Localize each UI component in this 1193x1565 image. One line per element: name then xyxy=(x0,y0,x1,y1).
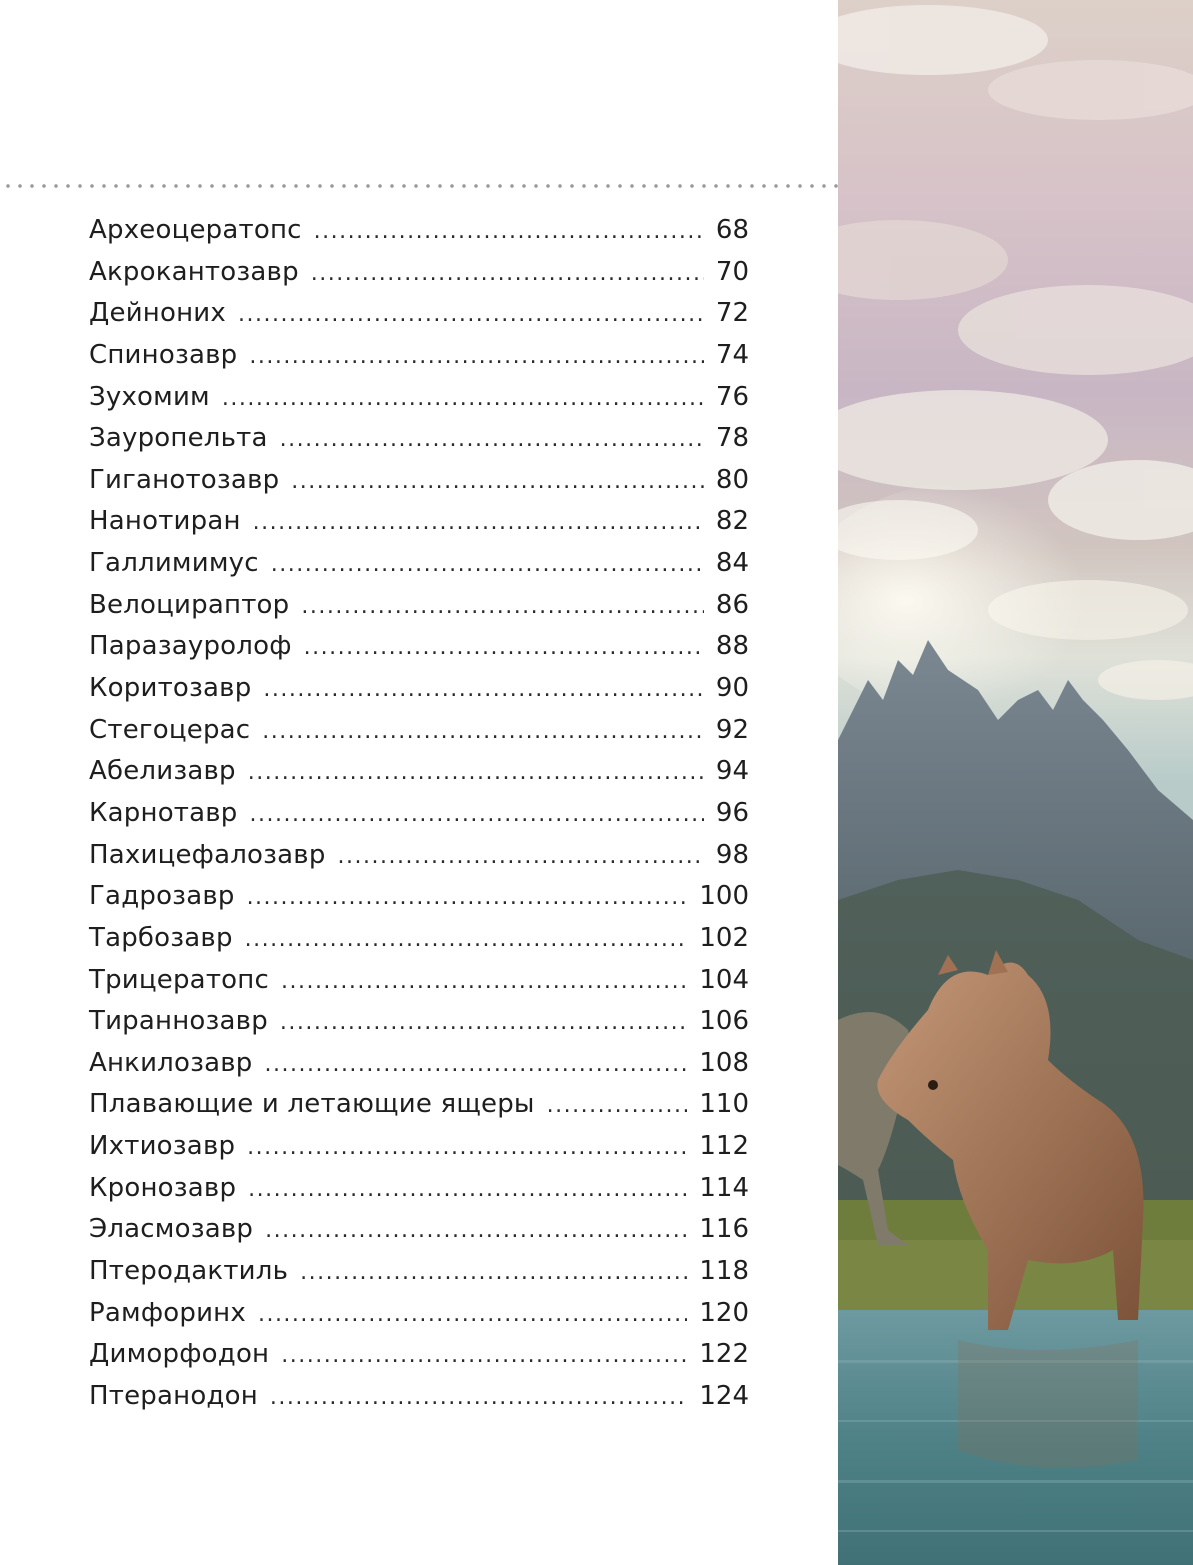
toc-entry-title: Ихтиозавр xyxy=(89,1131,236,1162)
toc-entry[interactable] xyxy=(89,1209,749,1251)
toc-dot-leader xyxy=(281,1335,687,1377)
toc-entry-title: Зауропельта xyxy=(89,423,268,454)
toc-dot-leader xyxy=(263,669,704,711)
dotted-divider xyxy=(2,183,838,189)
toc-entry-title: Рамфоринх xyxy=(89,1297,246,1328)
toc-entry-title: Велоцираптор xyxy=(89,589,290,620)
toc-dot-leader xyxy=(547,1085,688,1127)
toc-entry-page-number: 118 xyxy=(699,1256,749,1287)
toc-dot-leader xyxy=(222,378,704,420)
toc-entry-title: Плавающие и летающие ящеры xyxy=(89,1089,535,1120)
toc-entry[interactable] xyxy=(89,1334,749,1376)
toc-dot-leader xyxy=(280,419,704,461)
toc-entry[interactable] xyxy=(89,377,749,419)
toc-dot-leader xyxy=(258,1294,687,1336)
toc-dot-leader xyxy=(300,1252,687,1294)
toc-entry-page-number: 120 xyxy=(699,1297,749,1328)
toc-entry-page-number: 68 xyxy=(715,215,749,245)
toc-entry[interactable] xyxy=(89,543,749,585)
toc-entry[interactable] xyxy=(89,1293,749,1335)
toc-entry[interactable] xyxy=(89,960,749,1002)
toc-entry-title: Кронозавр xyxy=(89,1172,237,1203)
toc-entry-page-number: 70 xyxy=(715,256,749,287)
toc-dot-leader xyxy=(314,211,704,253)
toc-entry-title: Стегоцерас xyxy=(89,714,251,745)
toc-entry-title: Абелизавр xyxy=(89,756,236,787)
dinosaur-landscape-illustration xyxy=(838,0,1193,1565)
toc-dot-leader xyxy=(253,502,704,544)
toc-entry-title: Пахицефалозавр xyxy=(89,839,326,870)
toc-entry-title: Гиганотозавр xyxy=(89,464,280,495)
toc-dot-leader xyxy=(247,877,688,919)
toc-entry-page-number: 78 xyxy=(715,423,749,454)
toc-entry-page-number: 108 xyxy=(699,1047,749,1078)
toc-entry[interactable] xyxy=(89,918,749,960)
toc-entry-title: Акрокантозавр xyxy=(89,256,299,287)
toc-entry-title: Археоцератопс xyxy=(89,215,302,245)
toc-entry[interactable] xyxy=(89,751,749,793)
toc-dot-leader xyxy=(281,961,687,1003)
table-of-contents xyxy=(89,210,749,1418)
toc-entry-page-number: 86 xyxy=(715,589,749,620)
toc-entry[interactable] xyxy=(89,1251,749,1293)
toc-entry-title: Гадрозавр xyxy=(89,881,235,912)
toc-entry-page-number: 106 xyxy=(699,1006,749,1037)
toc-entry[interactable] xyxy=(89,1168,749,1210)
toc-entry-page-number: 100 xyxy=(699,881,749,912)
toc-entry-page-number: 82 xyxy=(715,506,749,537)
toc-entry[interactable] xyxy=(89,501,749,543)
toc-dot-leader xyxy=(249,336,704,378)
toc-dot-leader xyxy=(280,1002,687,1044)
toc-entry[interactable] xyxy=(89,793,749,835)
toc-dot-leader xyxy=(238,294,704,336)
toc-entry-page-number: 102 xyxy=(699,922,749,953)
toc-dot-leader xyxy=(291,461,704,503)
toc-entry[interactable] xyxy=(89,835,749,877)
toc-entry-title: Дейноних xyxy=(89,298,226,329)
toc-entry-title: Коритозавр xyxy=(89,673,252,704)
toc-entry-title: Тираннозавр xyxy=(89,1006,268,1037)
toc-dot-leader xyxy=(265,1210,687,1252)
toc-entry[interactable] xyxy=(89,876,749,918)
toc-entry-page-number: 74 xyxy=(715,339,749,370)
toc-entry-title: Галлимимус xyxy=(89,548,259,579)
toc-entry-page-number: 110 xyxy=(699,1089,749,1120)
toc-entry-title: Нанотиран xyxy=(89,506,241,537)
toc-entry-title: Диморфодон xyxy=(89,1339,270,1370)
toc-entry[interactable] xyxy=(89,1126,749,1168)
toc-dot-leader xyxy=(270,1377,687,1419)
toc-entry-page-number: 88 xyxy=(715,631,749,662)
toc-entry[interactable] xyxy=(89,1001,749,1043)
toc-entry-page-number: 114 xyxy=(699,1172,749,1203)
toc-entry-page-number: 96 xyxy=(715,797,749,828)
toc-entry-page-number: 98 xyxy=(715,839,749,870)
toc-entry[interactable] xyxy=(89,626,749,668)
toc-dot-leader xyxy=(248,752,704,794)
toc-entry-page-number: 84 xyxy=(715,548,749,579)
toc-entry[interactable] xyxy=(89,252,749,294)
toc-entry-title: Эласмозавр xyxy=(89,1214,254,1245)
toc-dot-leader xyxy=(301,586,704,628)
toc-entry-title: Паразауролоф xyxy=(89,631,292,662)
toc-entry-page-number: 94 xyxy=(715,756,749,787)
toc-entry-page-number: 124 xyxy=(699,1380,749,1411)
toc-dot-leader xyxy=(338,836,704,878)
toc-entry-page-number: 92 xyxy=(715,714,749,745)
toc-dot-leader xyxy=(262,711,704,753)
toc-entry[interactable] xyxy=(89,293,749,335)
toc-dot-leader xyxy=(311,253,704,295)
toc-entry-page-number: 80 xyxy=(715,464,749,495)
toc-entry-page-number: 72 xyxy=(715,298,749,329)
toc-entry-page-number: 112 xyxy=(699,1131,749,1162)
toc-entry-page-number: 76 xyxy=(715,381,749,412)
toc-entry-title: Спинозавр xyxy=(89,339,238,370)
toc-dot-leader xyxy=(245,919,688,961)
toc-entry[interactable] xyxy=(89,210,749,252)
toc-entry[interactable] xyxy=(89,335,749,377)
toc-entry[interactable] xyxy=(89,1376,749,1418)
toc-dot-leader xyxy=(250,794,704,836)
toc-entry-title: Карнотавр xyxy=(89,797,238,828)
toc-dot-leader xyxy=(304,627,704,669)
toc-entry[interactable] xyxy=(89,1084,749,1126)
toc-entry[interactable] xyxy=(89,418,749,460)
toc-entry-title: Трицератопс xyxy=(89,964,269,995)
toc-dot-leader xyxy=(265,1044,688,1086)
toc-dot-leader xyxy=(248,1169,687,1211)
toc-entry-page-number: 122 xyxy=(699,1339,749,1370)
toc-entry[interactable] xyxy=(89,668,749,710)
toc-entry[interactable] xyxy=(89,710,749,752)
toc-entry-title: Тарбозавр xyxy=(89,922,233,953)
toc-entry[interactable] xyxy=(89,1043,749,1085)
toc-entry[interactable] xyxy=(89,585,749,627)
toc-entry-page-number: 90 xyxy=(715,673,749,704)
toc-entry-title: Птеродактиль xyxy=(89,1256,289,1287)
toc-entry-title: Анкилозавр xyxy=(89,1047,253,1078)
toc-entry-page-number: 116 xyxy=(699,1214,749,1245)
toc-entry[interactable] xyxy=(89,460,749,502)
toc-dot-leader xyxy=(271,544,704,586)
toc-dot-leader xyxy=(247,1127,687,1169)
toc-entry-title: Зухомим xyxy=(89,381,210,412)
toc-entry-title: Птеранодон xyxy=(89,1380,258,1411)
toc-entry-page-number: 104 xyxy=(699,964,749,995)
